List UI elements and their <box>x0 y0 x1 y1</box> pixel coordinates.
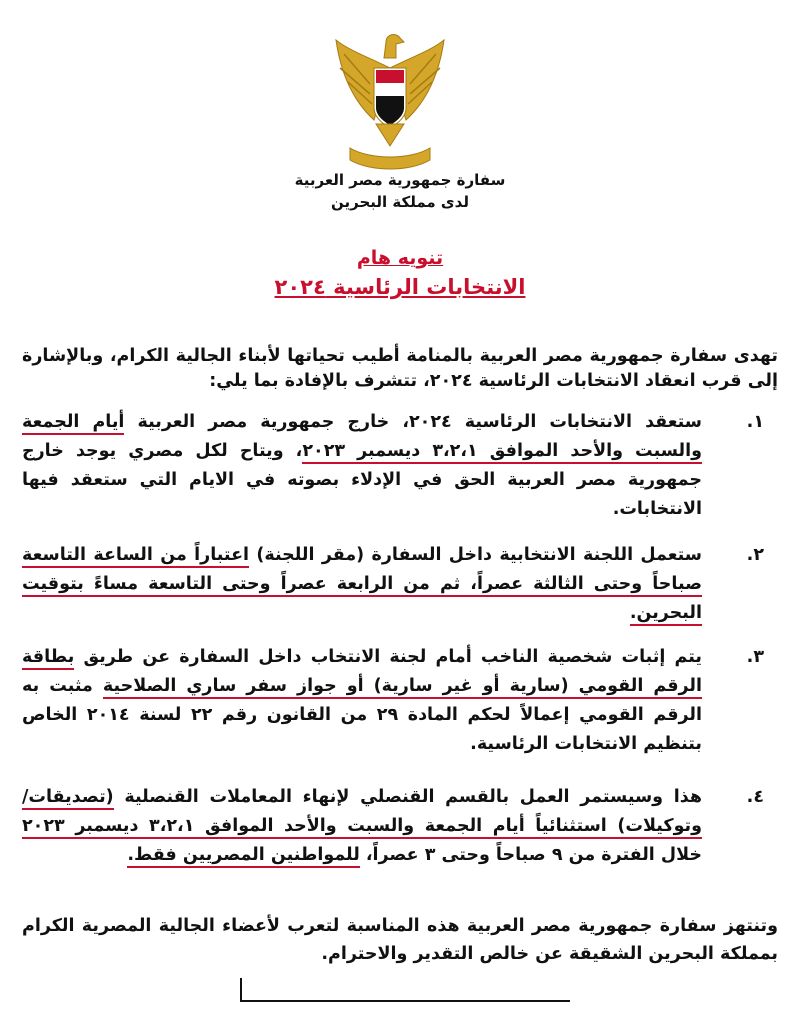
signature-line <box>240 1000 570 1002</box>
eagle-emblem-icon <box>330 28 450 178</box>
notice-subtitle: الانتخابات الرئاسية ٢٠٢٤ <box>274 275 526 299</box>
list-item <box>22 541 778 628</box>
item-text-part: ستعقد الانتخابات الرئاسية ٢٠٢٤، خارج جمهورية مصر العربية <box>124 412 703 432</box>
item-text <box>22 643 702 759</box>
highlighted-text: اعتباراً من الساعة التاسعة صباحاً وحتى الثالثة عصراً، ثم من الرابعة عصراً وحتى التاسعة مساءً بتوقيت البحرين. <box>22 545 702 626</box>
embassy-location: لدى مملكة البحرين <box>331 193 469 211</box>
embassy-name: سفارة جمهورية مصر العربية <box>294 171 506 189</box>
highlighted-text: أيام الجمعة والسبت والأحد الموافق ٣،٢،١ ديسمبر ٢٠٢٣ <box>22 412 702 464</box>
item-number: ١. <box>746 412 764 432</box>
highlighted-text: (تصديقات/ وتوكيلات) استثنائياً أيام الجمعة والسبت والأحد الموافق ٣،٢،١ ديسمبر ٢٠٢٣ <box>22 787 702 839</box>
item-text-part: مثبت به الرقم القومي إعمالاً لحكم المادة ٢٩ من القانون رقم ٢٢ لسنة ٢٠١٤ الخاص بتنظيم الانتخابات الرئاسية. <box>22 676 702 754</box>
item-text-part: ستعمل اللجنة الانتخابية داخل السفارة (مقر اللجنة) <box>249 545 703 565</box>
item-text <box>22 408 702 524</box>
item-number: ٢. <box>746 545 764 565</box>
list-item <box>22 408 778 524</box>
highlighted-text: بطاقة الرقم القومي (سارية أو غير سارية) أو جواز سفر ساري الصلاحية <box>22 647 702 699</box>
list-item <box>22 643 778 759</box>
highlighted-text: للمواطنين المصريين فقط. <box>127 845 359 868</box>
item-text <box>22 541 702 628</box>
list-item <box>22 783 778 870</box>
item-text <box>22 783 702 870</box>
signature-mark <box>240 978 242 1000</box>
item-text-part: ، ويتاح لكل مصري يوجد خارج جمهورية مصر العربية الحق في الإدلاء بصوته في الايام التي ستعقد فيها الانتخابات. <box>22 441 702 519</box>
intro-paragraph: تهدى سفارة جمهورية مصر العربية بالمنامة أطيب تحياتها لأبناء الجالية الكرام، وبالإشارة إلى قرب انعقاد الانتخابات الرئاسية ٢٠٢٤، تتشرف بالإفادة بما يلي: <box>22 346 778 391</box>
item-text-part: يتم إثبات شخصية الناخب أمام لجنة الانتخاب داخل السفارة عن طريق <box>74 647 702 667</box>
item-text-part: هذا وسيستمر العمل بالقسم القنصلي لإنهاء المعاملات القنصلية <box>113 787 702 807</box>
closing-paragraph: وتنتهز سفارة جمهورية مصر العربية هذه المناسبة لتعرب لأعضاء الجالية المصرية الكرام بمملكة البحرين الشقيقة عن خالص التقدير والاحترام. <box>22 916 778 964</box>
item-number: ٣. <box>746 647 764 667</box>
item-number: ٤. <box>746 787 764 807</box>
notice-title: تنويه هام <box>356 247 444 269</box>
item-text-part: خلال الفترة من ٩ صباحاً وحتى ٣ عصراً، <box>359 845 702 865</box>
